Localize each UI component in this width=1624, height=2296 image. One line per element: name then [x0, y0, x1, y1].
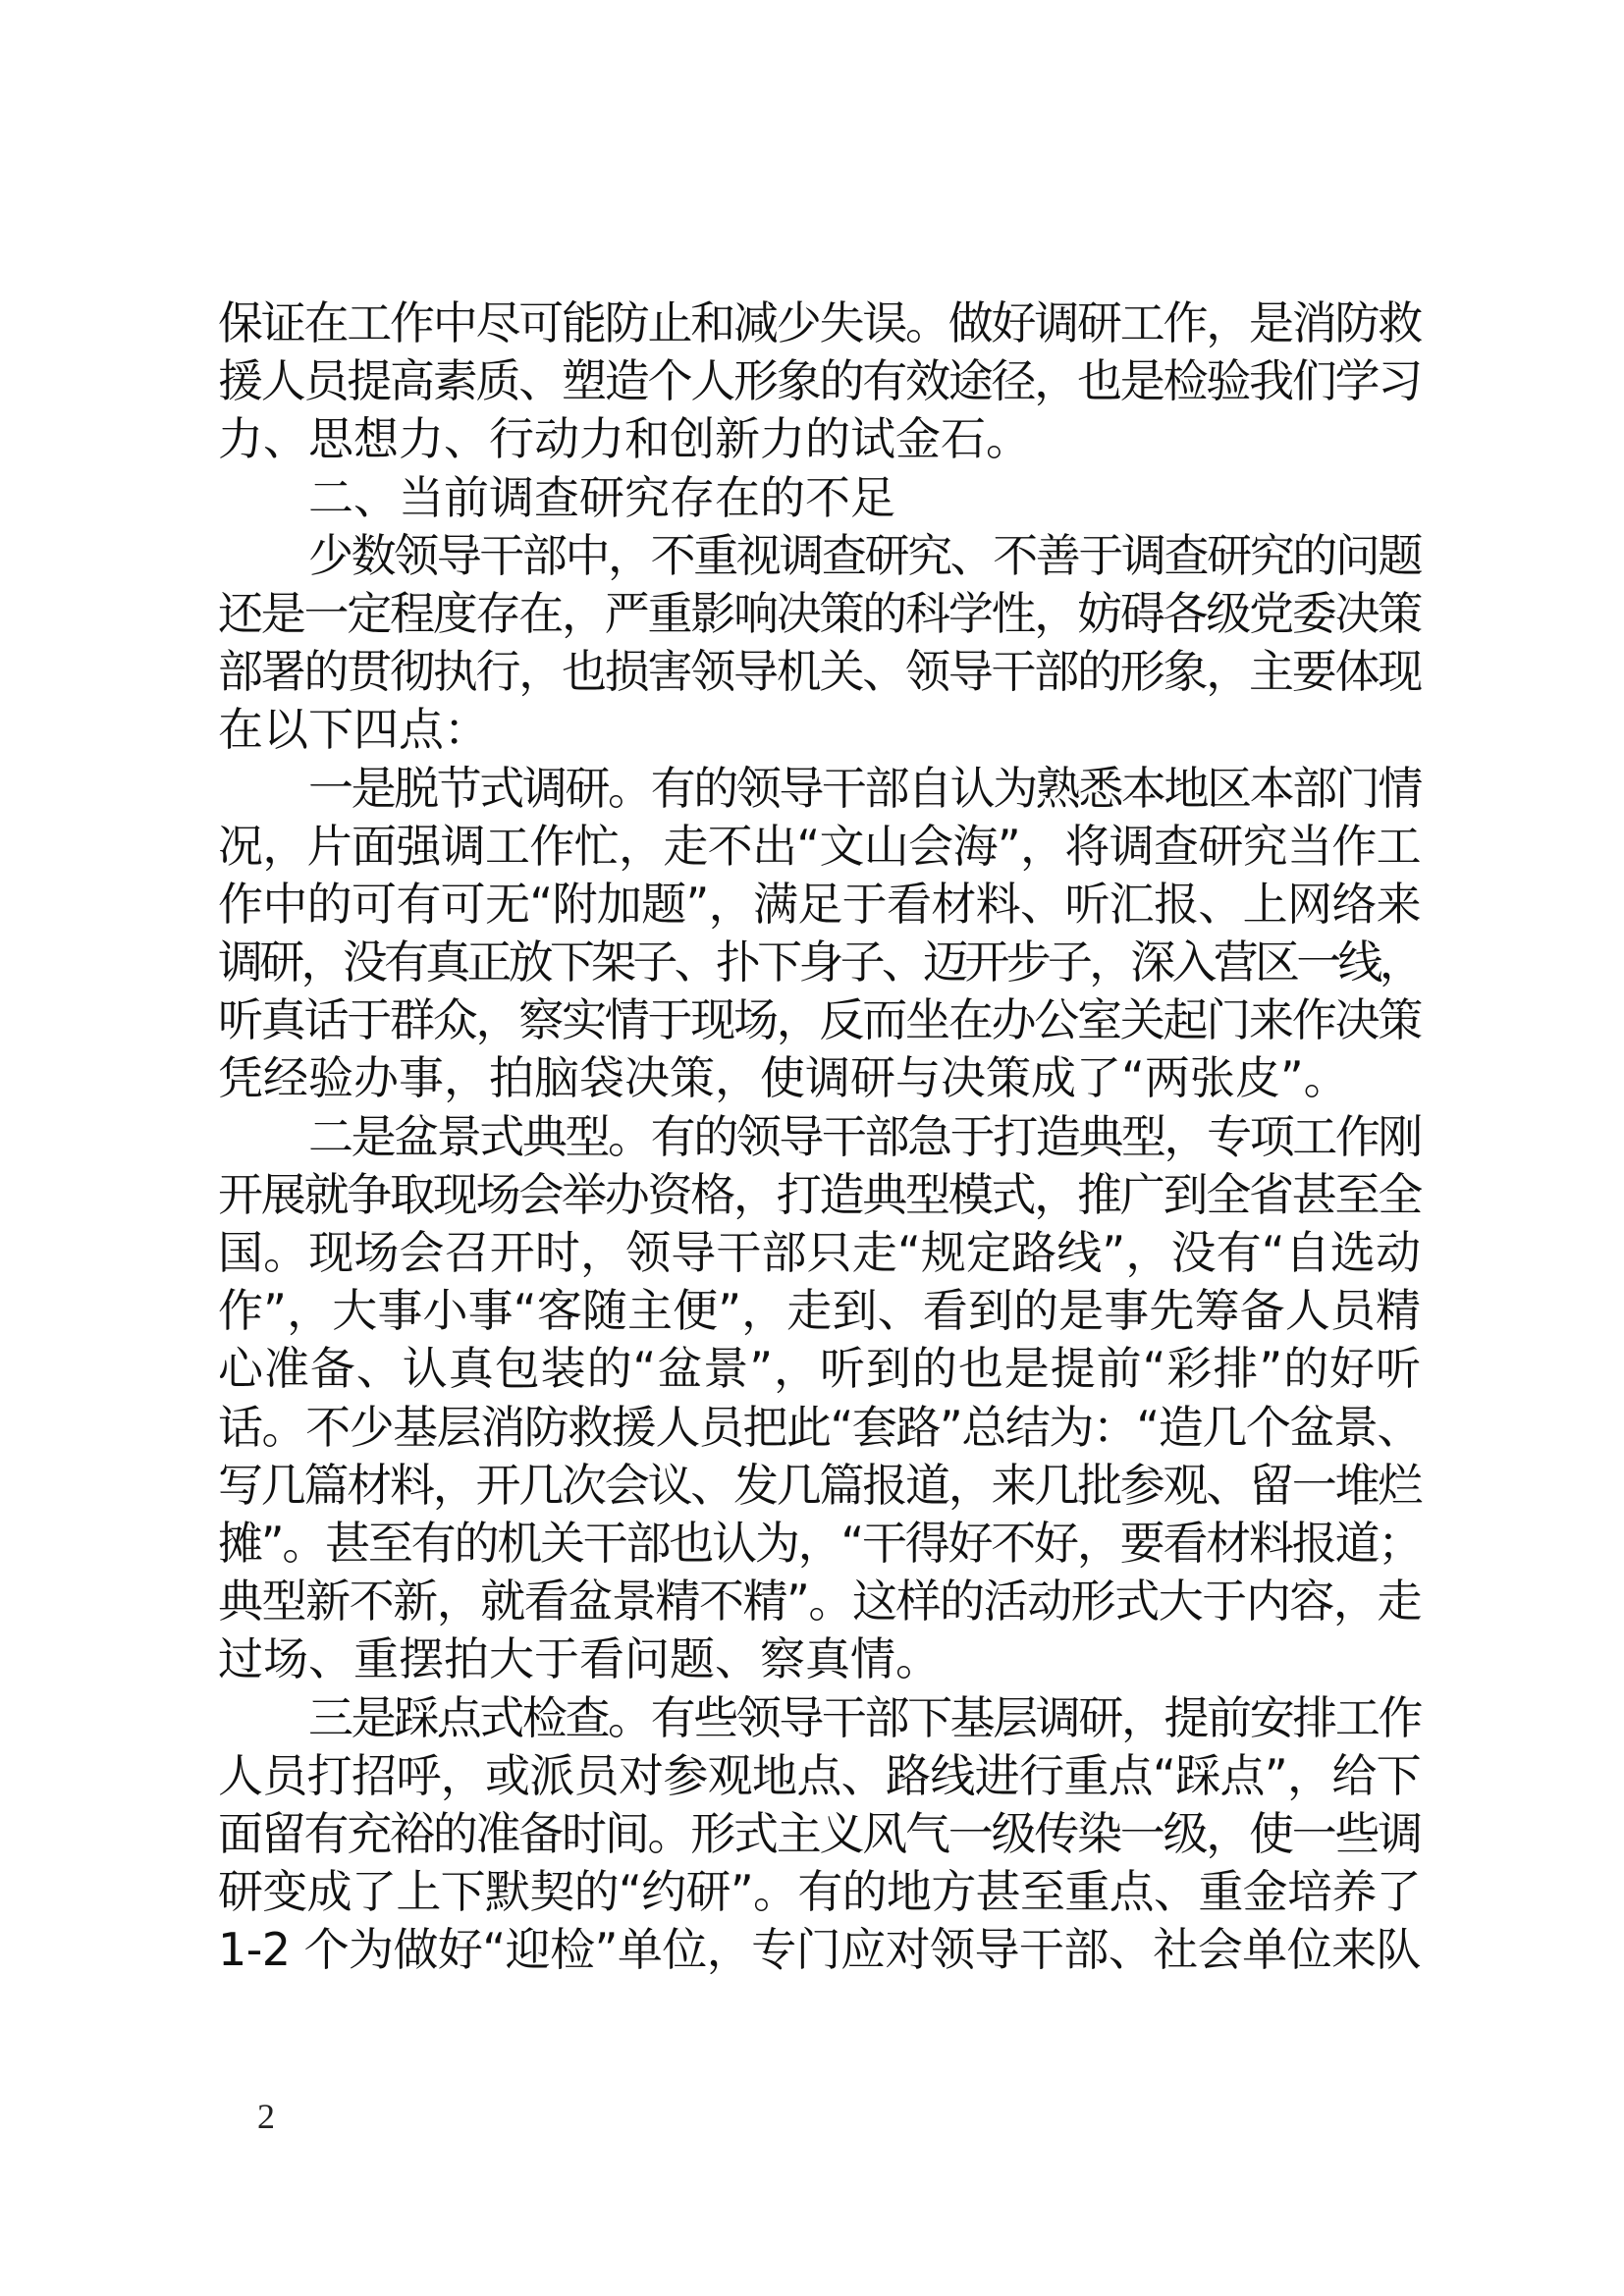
- text-line: 过场、重摆拍大于看问题、察真情。: [218, 1632, 941, 1686]
- text-line: 凭经验办事，拍脑袋决策，使调研与决策成了“两张皮”。: [218, 1051, 1349, 1105]
- text-line: 作”，大事小事“客随主便”，走到、看到的是事先筹备人员精: [218, 1284, 1421, 1338]
- text-line: 援人员提高素质、塑造个人形象的有效途径，也是检验我们学习: [218, 354, 1421, 408]
- text-line: 力、思想力、行动力和创新力的试金石。: [218, 412, 1031, 466]
- text-line: 心准备、认真包装的“盆景”，听到的也是提前“彩排”的好听: [218, 1342, 1421, 1396]
- text-line: 况，片面强调工作忙，走不出“文山会海”，将调查研究当作工: [218, 819, 1421, 873]
- text-line: 人员打招呼，或派员对参观地点、路线进行重点“踩点”，给下: [218, 1748, 1421, 1802]
- text-line: 还是一定程度存在，严重影响决策的科学性，妨碍各级党委决策: [218, 586, 1421, 640]
- text-line: 摊”。甚至有的机关干部也认为，“干得好不好，要看材料报道；: [218, 1516, 1421, 1570]
- text-line: 一是脱节式调研。有的领导干部自认为熟悉本地区本部门情: [308, 761, 1422, 815]
- text-line: 面留有充裕的准备时间。形式主义风气一级传染一级，使一些调: [218, 1806, 1421, 1860]
- text-line: 三是踩点式检查。有些领导干部下基层调研，提前安排工作: [308, 1690, 1422, 1744]
- text-line: 作中的可有可无“附加题”，满足于看材料、听汇报、上网络来: [218, 877, 1421, 931]
- text-line: 研变成了上下默契的“约研”。有的地方甚至重点、重金培养了: [218, 1865, 1421, 1919]
- body-text: [218, 294, 1421, 1979]
- text-line: 开展就争取现场会举办资格，打造典型模式，推广到全省甚至全: [218, 1167, 1421, 1221]
- text-line: 保证在工作中尽可能防止和减少失误。做好调研工作，是消防救: [218, 296, 1421, 349]
- text-line: 在以下四点：: [218, 703, 489, 757]
- text-line: 二是盆景式典型。有的领导干部急于打造典型，专项工作刚: [308, 1109, 1422, 1163]
- text-line: 典型新不新，就看盆景精不精”。这样的活动形式大于内容，走: [218, 1575, 1421, 1629]
- text-line: 部署的贯彻执行，也损害领导机关、领导干部的形象，主要体现: [218, 645, 1421, 699]
- text-line: 调研，没有真正放下架子、扑下身子、迈开步子，深入营区一线，: [218, 935, 1422, 989]
- text-line: 话。不少基层消防救援人员把此“套路”总结为：“造几个盆景、: [218, 1400, 1421, 1454]
- text-line: 听真话于群众，察实情于现场，反而坐在办公室关起门来作决策: [218, 993, 1421, 1047]
- page-number: 2: [257, 2097, 275, 2136]
- section-heading: 二、当前调查研究存在的不足: [308, 470, 895, 524]
- text-line: 1-2 个为做好“迎检”单位，专门应对领导干部、社会单位来队: [218, 1923, 1421, 1977]
- text-line: 国。现场会召开时，领导干部只走“规定路线”，没有“自选动: [218, 1226, 1421, 1279]
- text-line: 写几篇材料，开几次会议、发几篇报道，来几批参观、留一堆烂: [218, 1458, 1421, 1512]
- text-line: 少数领导干部中，不重视调查研究、不善于调查研究的问题: [308, 528, 1422, 582]
